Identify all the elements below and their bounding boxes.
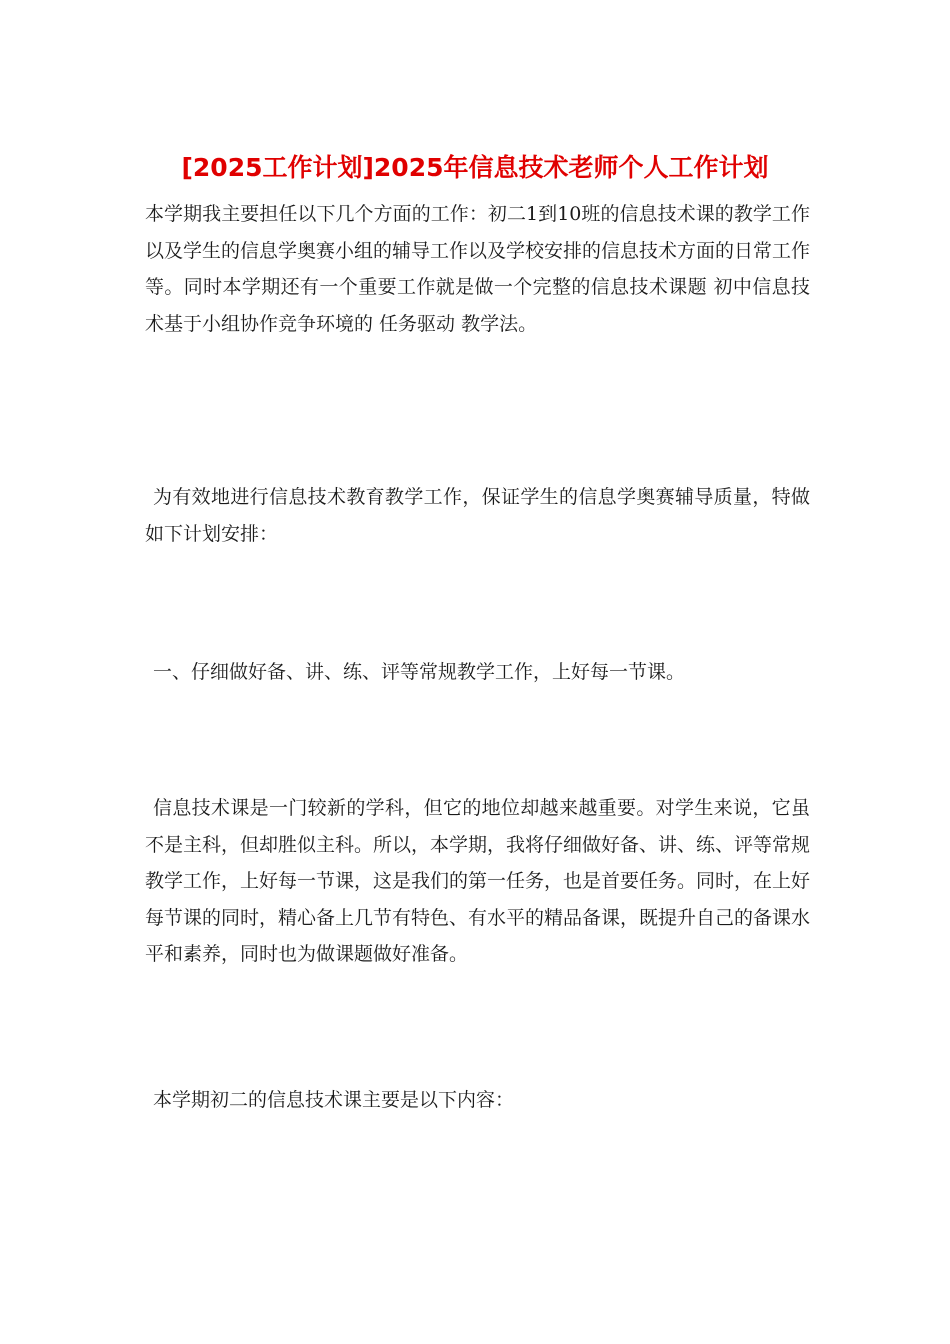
paragraph-section-one-body: 信息技术课是一门较新的学科，但它的地位却越来越重要。对学生来说，它虽不是主科，但却胜似主科。所以，本学期，我将仔细做好备、讲、练、评等常规教学工作，上好每一节课，这是我们的第一任务，也是首要任务。同时，在上好每节课的同时，精心备上几节有特色、有水平的精品备课，既提升自己的备课水平和素养，同时也为做课题做好准备。 [145, 797, 811, 965]
paragraph-intro: 本学期我主要担任以下几个方面的工作：初二1到10班的信息技术课的教学工作以及学生的信息学奥赛小组的辅导工作以及学校安排的信息技术方面的日常工作等。同时本学期还有一个重要工作就是做一个完整的信息技术课题 初中信息技术基于小组协作竞争环境的 任务驱动 教学法。 [145, 203, 811, 335]
paragraph-plan-statement: 为有效地进行信息技术教育教学工作，保证学生的信息学奥赛辅导质量，特做如下计划安排： [145, 486, 810, 545]
paragraph-section-one-heading: 一、仔细做好备、讲、练、评等常规教学工作，上好每一节课。 [153, 661, 686, 683]
paragraph-course-content: 本学期初二的信息技术课主要是以下内容： [153, 1089, 515, 1111]
document-title: [2025工作计划]2025年信息技术老师个人工作计划 [181, 153, 769, 182]
